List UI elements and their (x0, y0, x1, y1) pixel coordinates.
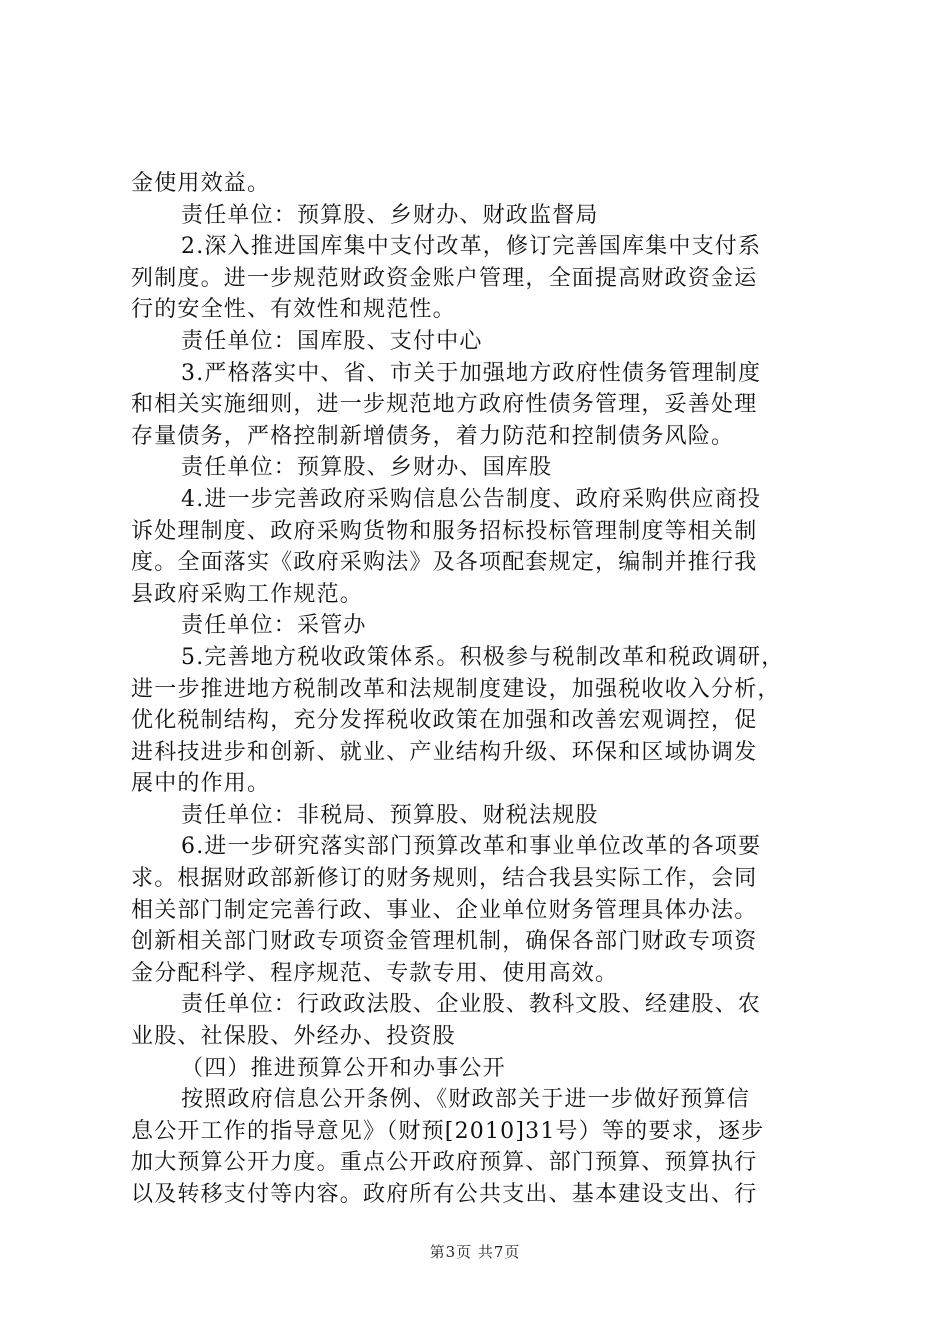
text-line: 金使用效益。 (131, 171, 271, 196)
text-line: 展中的作用。 (131, 771, 271, 797)
text-line: （四）推进预算公开和办事公开 (181, 1055, 506, 1081)
text-line: 列制度。进一步规范财政资金账户管理，全面提高财政资金运 (131, 265, 758, 291)
text-line: 息公开工作的指导意见》（财预[2010]31号）等的要求，逐步 (131, 1118, 765, 1144)
text-line: 5.完善地方税收政策体系。积极参与税制改革和税政调研， (181, 644, 785, 670)
text-line: 求。根据财政部新修订的财务规则，结合我县实际工作，会同 (131, 866, 758, 892)
text-line: 度。全面落实《政府采购法》及各项配套规定，编制并推行我 (131, 550, 758, 576)
text-line: 责任单位：国库股、支付中心 (181, 328, 483, 354)
text-line: 责任单位：行政政法股、企业股、教科文股、经建股、农 (181, 992, 762, 1018)
text-line: 进一步推进地方税制改革和法规制度建设，加强税收收入分析， (131, 676, 781, 702)
text-line: 金分配科学、程序规范、专款专用、使用高效。 (131, 960, 619, 986)
text-line: 诉处理制度、政府采购货物和服务招标投标管理制度等相关制 (131, 518, 758, 544)
text-line: 和相关实施细则，进一步规范地方政府性债务管理，妥善处理 (131, 392, 758, 418)
text-line: 创新相关部门财政专项资金管理机制，确保各部门财政专项资 (131, 929, 758, 955)
text-line: 6.进一步研究落实部门预算改革和事业单位改革的各项要 (181, 834, 762, 860)
text-line: 责任单位：预算股、乡财办、财政监督局 (181, 202, 599, 228)
text-line: 3.严格落实中、省、市关于加强地方政府性债务管理制度 (181, 360, 762, 386)
document-body (131, 168, 831, 1211)
text-line: 优化税制结构，充分发挥税收政策在加强和改善宏观调控，促 (131, 708, 758, 734)
text-line: 责任单位：预算股、乡财办、国库股 (181, 455, 553, 481)
text-line: 以及转移支付等内容。政府所有公共支出、基本建设支出、行 (131, 1182, 758, 1207)
text-line: 责任单位：非税局、预算股、财税法规股 (181, 802, 599, 828)
text-line: 进科技进步和创新、就业、产业结构升级、环保和区域协调发 (131, 739, 758, 765)
text-line: 县政府采购工作规范。 (131, 581, 364, 607)
text-line: 4.进一步完善政府采购信息公告制度、政府采购供应商投 (181, 486, 762, 512)
text-line: 责任单位：采管办 (181, 613, 367, 639)
text-line: 按照政府信息公开条例、《财政部关于进一步做好预算信 (181, 1087, 751, 1113)
page-footer: 第3页 共7页 (429, 1243, 521, 1261)
text-line: 行的安全性、有效性和规范性。 (131, 297, 456, 323)
text-line: 相关部门制定完善行政、事业、企业单位财务管理具体办法。 (131, 897, 758, 923)
text-line: 业股、社保股、外经办、投资股 (131, 1024, 456, 1050)
text-line: 2.深入推进国库集中支付改革，修订完善国库集中支付系 (181, 234, 762, 260)
text-line: 存量债务，严格控制新增债务，着力防范和控制债务风险。 (131, 423, 735, 449)
text-line: 加大预算公开力度。重点公开政府预算、部门预算、预算执行 (131, 1150, 758, 1176)
